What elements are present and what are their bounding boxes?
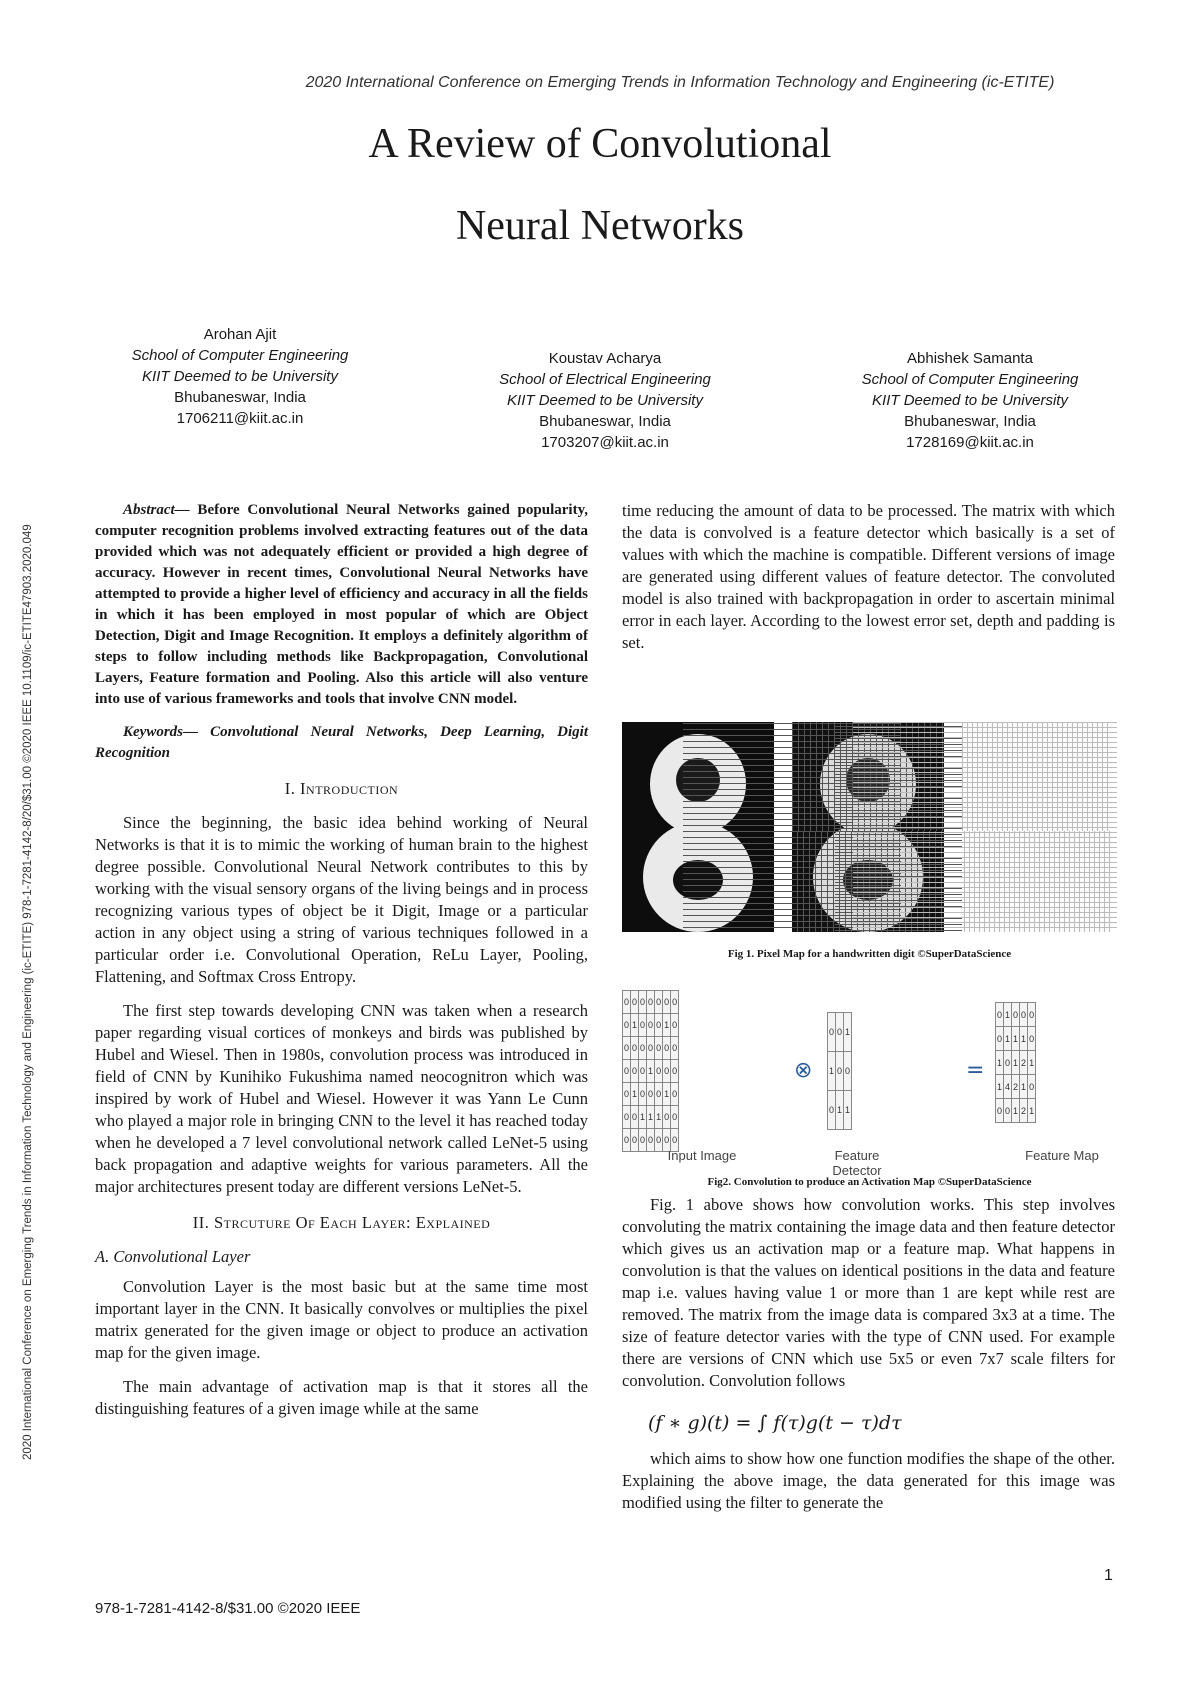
author-univ: KIIT Deemed to be University: [142, 368, 338, 385]
matrix-cell: 0: [623, 1014, 631, 1037]
matrix-cell: 0: [655, 1060, 663, 1083]
matrix-cell: 0: [996, 1099, 1004, 1123]
matrix-cell: 0: [836, 1013, 844, 1052]
matrix-cell: 2: [1020, 1051, 1028, 1075]
matrix-row: [623, 1106, 679, 1129]
right-column-bottom: [622, 1194, 1115, 1526]
matrix-row: [828, 1013, 852, 1052]
matrix-cell: 0: [1012, 1003, 1020, 1027]
matrix-cell: 2: [1012, 1075, 1020, 1099]
keywords-text: Convolutional Neural Networks, Deep Learning, Digit Recognition: [95, 724, 588, 761]
paragraph: The first step towards developing CNN was taken when a research paper regarding visual cortices of monkeys and birds was published by Hubel and Wiesel. Then in 1980s, convolution process was introduced in field of CNN by Kunihiko Fukushima named neocognitron which was inspired by work of Hubel and Wiesel. However it was Yann Le Cunn who played a major role in bringing CNN to the level it has reached today when he developed a 7 level convolutional network called LeNet-5 using back propagation and adaptive weights for various parameters. All the major architectures present today are different versions LeNet-5.: [95, 1001, 588, 1196]
matrix-cell: 1: [1004, 1027, 1012, 1051]
matrix-row: [996, 1003, 1036, 1027]
feature-detector-matrix: [827, 1012, 852, 1130]
feature-detector-label: Feature Detector: [832, 1148, 882, 1178]
matrix-cell: 1: [1028, 1099, 1036, 1123]
author-email: 1728169@kiit.ac.in: [906, 434, 1034, 451]
page-number: 1: [1104, 1567, 1113, 1584]
right-column-top: [622, 500, 1115, 666]
matrix-cell: 1: [631, 1083, 639, 1106]
author-block-3: [820, 348, 1120, 453]
equals-icon: =: [966, 1058, 985, 1083]
matrix-cell: 1: [1012, 1099, 1020, 1123]
matrix-row: [828, 1091, 852, 1130]
side-doi-text: 2020 International Conference on Emerging Trends in Information Technology and Engineering (ic-ETITE) 978-1-7281-4142-8/20/$31.00 ©2020 IEEE 10.1109/ic-ETITE47903.2020.049: [22, 524, 34, 1460]
input-image-matrix: [622, 990, 679, 1152]
matrix-cell: 0: [663, 1037, 671, 1060]
matrix-cell: 0: [836, 1052, 844, 1091]
matrix-cell: 1: [647, 1060, 655, 1083]
keywords: [95, 722, 588, 764]
matrix-cell: 0: [1028, 1003, 1036, 1027]
matrix-cell: 1: [1012, 1051, 1020, 1075]
feature-map-matrix: [995, 1002, 1036, 1123]
matrix-cell: 0: [655, 1083, 663, 1106]
matrix-row: [623, 991, 679, 1014]
matrix-cell: 1: [996, 1075, 1004, 1099]
matrix-cell: 4: [1004, 1075, 1012, 1099]
matrix-cell: 0: [631, 991, 639, 1014]
matrix-cell: 0: [671, 1106, 679, 1129]
matrix-cell: 0: [828, 1091, 836, 1130]
matrix-cell: 0: [1020, 1003, 1028, 1027]
matrix-cell: 0: [655, 1129, 663, 1152]
matrix-cell: 0: [828, 1013, 836, 1052]
author-city: Bhubaneswar, India: [174, 389, 306, 406]
matrix-cell: 0: [639, 1129, 647, 1152]
paragraph: Fig. 1 above shows how convolution works. This step involves convoluting the matrix containing the image data and then feature detector which gives us an activation map or a feature map. What happens in convolution is that the values on identical positions in the data and feature map i.e. values having value 1 or more than 1 are kept while rest are removed. The matrix from the image data is compared 3x3 at a time. The size of feature detector varies with the type of CNN used. For example there are versions of CNN which use 5x5 or even 7x7 scale filters for convolution. Convolution follows: [622, 1195, 1115, 1390]
matrix-cell: 1: [1012, 1027, 1020, 1051]
matrix-cell: 0: [631, 1037, 639, 1060]
convolution-operator-icon: ⊗: [794, 1058, 813, 1083]
matrix-cell: 0: [671, 1083, 679, 1106]
matrix-cell: 1: [996, 1051, 1004, 1075]
matrix-cell: 1: [844, 1091, 852, 1130]
figure-1: [622, 722, 1117, 932]
matrix-cell: 1: [631, 1014, 639, 1037]
matrix-cell: 0: [623, 1060, 631, 1083]
matrix-cell: 0: [655, 1037, 663, 1060]
pixel-value-grid: [962, 722, 1112, 932]
matrix-cell: 0: [671, 1037, 679, 1060]
matrix-cell: 1: [647, 1106, 655, 1129]
author-dept: School of Computer Engineering: [131, 347, 349, 364]
paper-title-line2: Neural Networks: [455, 203, 745, 249]
matrix-cell: 0: [647, 1014, 655, 1037]
matrix-row: [996, 1027, 1036, 1051]
matrix-cell: 1: [1004, 1003, 1012, 1027]
matrix-cell: 0: [639, 1083, 647, 1106]
conference-header: 2020 International Conference on Emerging Trends in Information Technology and Engineering (ic-ETITE): [305, 74, 1055, 91]
matrix-cell: 0: [623, 1083, 631, 1106]
matrix-cell: 1: [1028, 1051, 1036, 1075]
abstract-text: Before Convolutional Neural Networks gained popularity, computer recognition problems involved extracting features out of the data provided which was not adequately efficient or provided a high degree of accuracy. However in recent times, Convolutional Neural Networks have attempted to provide a higher level of efficiency and accuracy in all the fields in which it has been employed in most popular of which are Object Detection, Digit and Image Recognition. It employs a definitely algorithm of steps to follow including methods like Backpropagation, Convolutional Layers, Feature formation and Pooling. Also this article will also venture into use of various frameworks and tools that involve CNN model.: [95, 502, 588, 707]
matrix-cell: 0: [639, 1060, 647, 1083]
abstract: [95, 500, 588, 710]
matrix-row: [996, 1075, 1036, 1099]
matrix-cell: 1: [663, 1083, 671, 1106]
matrix-row: [623, 1083, 679, 1106]
paragraph: which aims to show how one function modifies the shape of the other. Explaining the above image, the data generated for this image was modified using the filter to generate the: [622, 1449, 1115, 1512]
matrix-cell: 0: [631, 1106, 639, 1129]
matrix-cell: 0: [663, 1106, 671, 1129]
matrix-cell: 0: [663, 1060, 671, 1083]
matrix-cell: 0: [647, 1129, 655, 1152]
author-dept: School of Computer Engineering: [861, 371, 1079, 388]
matrix-cell: 1: [1020, 1027, 1028, 1051]
author-block-2: [455, 348, 755, 453]
paragraph: Since the beginning, the basic idea behind working of Neural Networks is that it is to mimic the working of human brain to the highest degree possible. Convolutional Neural Network contributes to this by working with the visual sensory organs of the living beings and in process recognizing various types of object be it Digit, Image or a particular action in any object using a string of various techniques followed in a particular order i.e. Convolutional Operation, ReLu Layer, Pooling, Flattening, and Softmax Cross Entropy.: [95, 813, 588, 986]
matrix-cell: 0: [647, 991, 655, 1014]
matrix-cell: 0: [671, 991, 679, 1014]
matrix-cell: 1: [655, 1106, 663, 1129]
author-email: 1703207@kiit.ac.in: [541, 434, 669, 451]
feature-map-label: Feature Map: [1025, 1148, 1099, 1163]
matrix-cell: 0: [623, 991, 631, 1014]
footer-copyright: 978-1-7281-4142-8/$31.00 ©2020 IEEE: [95, 1600, 361, 1617]
matrix-row: [996, 1051, 1036, 1075]
author-email: 1706211@kiit.ac.in: [176, 410, 304, 427]
matrix-cell: 1: [639, 1106, 647, 1129]
matrix-cell: 0: [631, 1060, 639, 1083]
paragraph: Convolution Layer is the most basic but at the same time most important layer in the CNN. It basically convolves or multiplies the pixel matrix generated for the given image or object to produce an activation map for the given image.: [95, 1277, 588, 1362]
matrix-row: [996, 1099, 1036, 1123]
author-city: Bhubaneswar, India: [539, 413, 671, 430]
abstract-lead: Abstract—: [123, 502, 190, 518]
matrix-cell: 1: [663, 1014, 671, 1037]
matrix-cell: 0: [631, 1129, 639, 1152]
author-dept: School of Electrical Engineering: [499, 371, 711, 388]
author-city: Bhubaneswar, India: [904, 413, 1036, 430]
paper-title-line1: A Review of Convolutional: [368, 121, 832, 167]
matrix-cell: 1: [844, 1013, 852, 1052]
matrix-cell: 2: [1020, 1099, 1028, 1123]
matrix-cell: 0: [647, 1037, 655, 1060]
matrix-cell: 0: [1004, 1099, 1012, 1123]
author-block-1: [90, 324, 390, 429]
matrix-cell: 0: [844, 1052, 852, 1091]
matrix-row: [623, 1014, 679, 1037]
matrix-row: [623, 1037, 679, 1060]
matrix-cell: 0: [996, 1003, 1004, 1027]
section-heading-structure: II. Strcuture Of Each Layer: Explained: [192, 1213, 491, 1232]
matrix-cell: 0: [671, 1014, 679, 1037]
matrix-cell: 0: [663, 991, 671, 1014]
author-univ: KIIT Deemed to be University: [872, 392, 1068, 409]
matrix-cell: 0: [996, 1027, 1004, 1051]
matrix-cell: 0: [655, 991, 663, 1014]
matrix-cell: 0: [671, 1060, 679, 1083]
author-name: Arohan Ajit: [203, 326, 277, 343]
matrix-cell: 0: [639, 1014, 647, 1037]
keywords-lead: Keywords—: [123, 724, 198, 740]
matrix-cell: 0: [623, 1037, 631, 1060]
matrix-cell: 0: [623, 1106, 631, 1129]
author-name: Koustav Acharya: [548, 350, 662, 367]
matrix-cell: 0: [1028, 1075, 1036, 1099]
subsection-heading-conv-layer: A. Convolutional Layer: [95, 1247, 251, 1266]
matrix-cell: 0: [647, 1083, 655, 1106]
matrix-cell: 0: [671, 1129, 679, 1152]
matrix-cell: 1: [828, 1052, 836, 1091]
author-name: Abhishek Samanta: [907, 350, 1033, 367]
section-heading-introduction: I. Introduction: [284, 779, 399, 798]
left-column: [95, 500, 588, 1432]
matrix-cell: 0: [639, 991, 647, 1014]
matrix-cell: 1: [1020, 1075, 1028, 1099]
figure-1-caption: Fig 1. Pixel Map for a handwritten digit ©SuperDataScience: [727, 948, 1012, 960]
pixel-map-figure: [622, 722, 1117, 932]
matrix-cell: 0: [623, 1129, 631, 1152]
matrix-cell: 0: [663, 1129, 671, 1152]
input-image-label: Input Image: [667, 1148, 737, 1163]
matrix-cell: 0: [639, 1037, 647, 1060]
matrix-cell: 0: [1028, 1027, 1036, 1051]
matrix-cell: 0: [1004, 1051, 1012, 1075]
paragraph: time reducing the amount of data to be processed. The matrix with which the data is convolved is a feature detector which basically is a set of values with which the machine is compatible. Different versions of image are generated using different values of feature detector. The convoluted model is also trained with backpropagation in order to ascertain minimal error in each layer. According to the lowest error set, depth and padding is set.: [622, 501, 1115, 652]
matrix-cell: 1: [836, 1091, 844, 1130]
matrix-row: [828, 1052, 852, 1091]
author-univ: KIIT Deemed to be University: [507, 392, 703, 409]
convolution-formula: (f ∗ g)(t) = ∫ f(τ)g(t − τ)dτ: [648, 1412, 902, 1434]
paragraph: The main advantage of activation map is that it stores all the distinguishing features of a given image while at the same: [95, 1377, 588, 1418]
figure-2-caption: Fig2. Convolution to produce an Activation Map ©SuperDataScience: [707, 1176, 1032, 1188]
matrix-cell: 0: [655, 1014, 663, 1037]
matrix-row: [623, 1060, 679, 1083]
